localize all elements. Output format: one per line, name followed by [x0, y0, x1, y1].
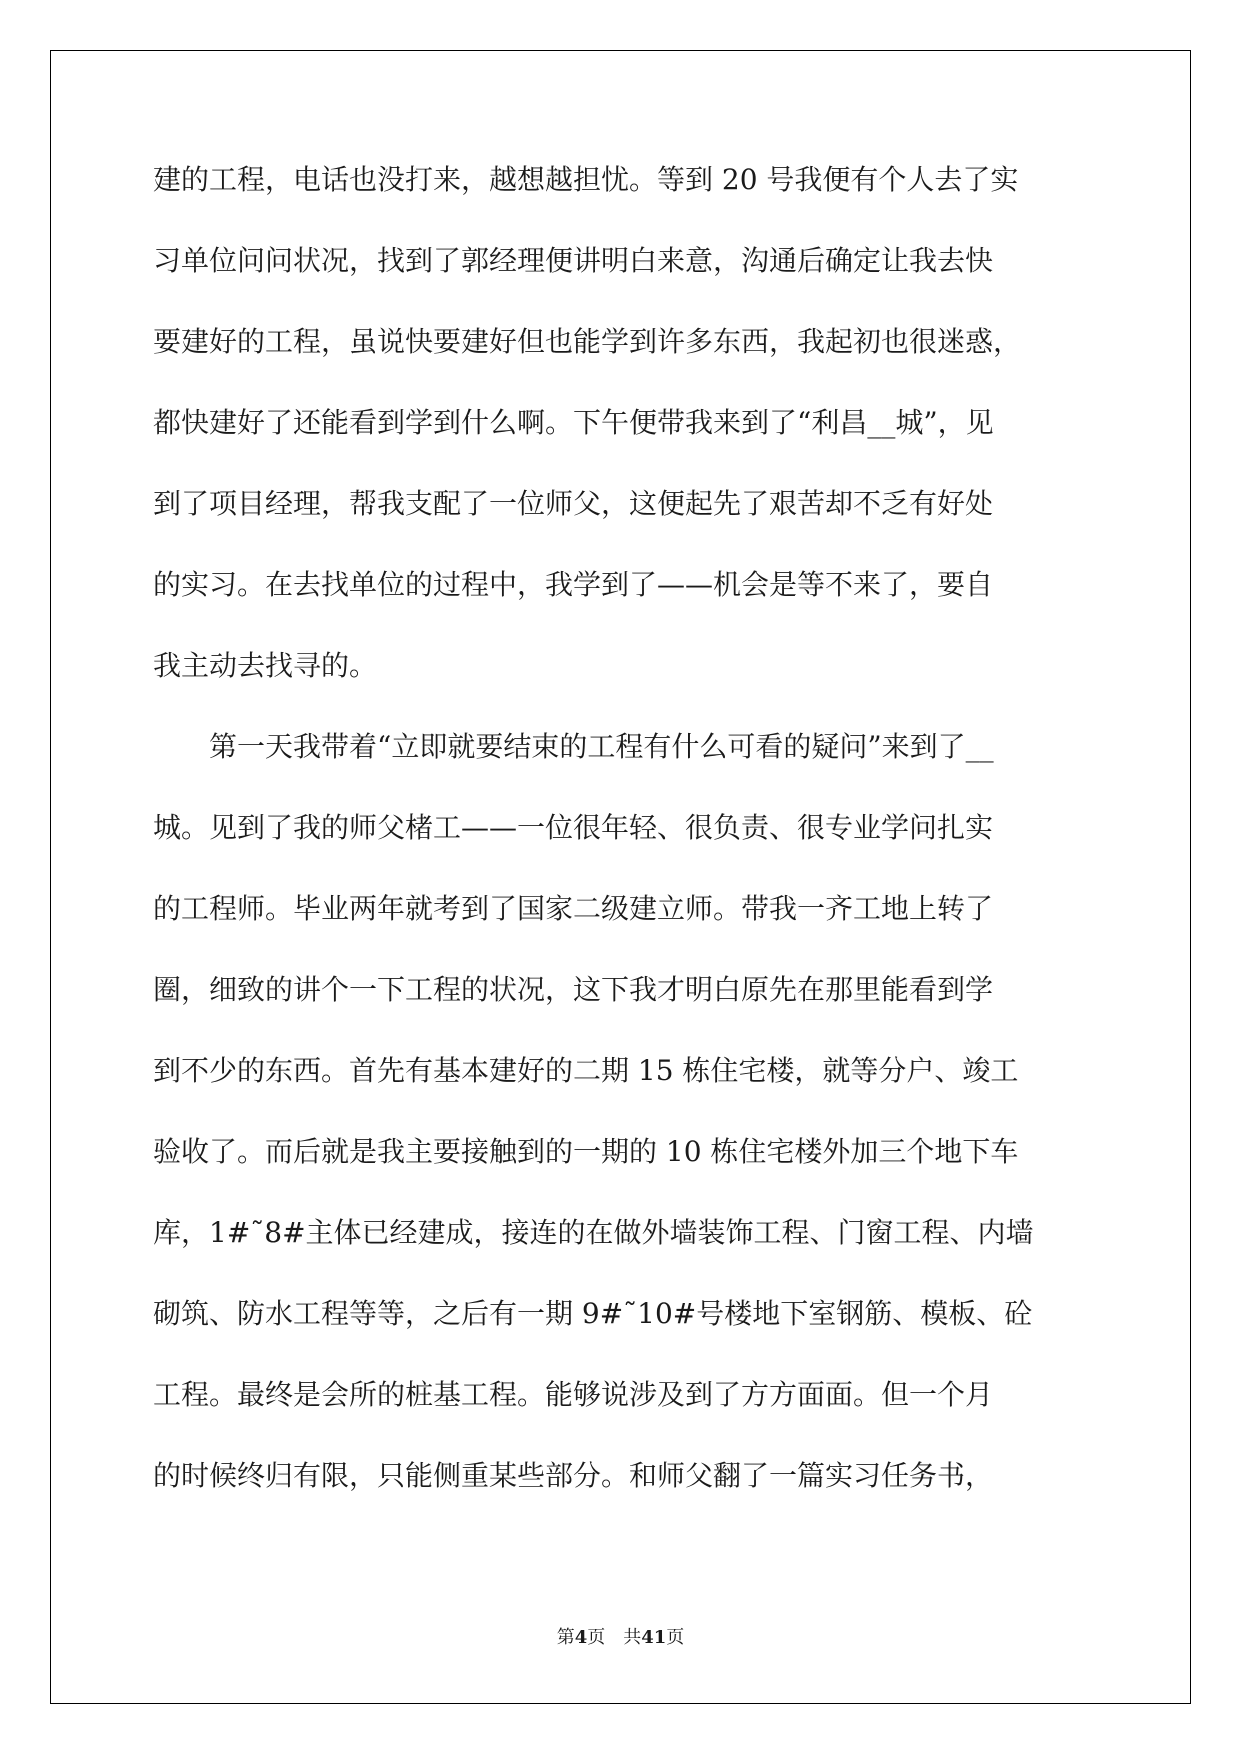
- text-line: 到不少的东西。首先有基本建好的二期 15 栋住宅楼，就等分户、竣工: [153, 1054, 1019, 1087]
- text-line: 城。见到了我的师父楮工——一位很年轻、很负责、很专业学问扎实: [153, 811, 994, 844]
- page-total: 41: [641, 1627, 667, 1648]
- text-line: 工程。最终是会所的桩基工程。能够说涉及到了方方面面。但一个月: [153, 1378, 994, 1411]
- text-line: 第一天我带着“立即就要结束的工程有什么可看的疑问”来到了__: [153, 730, 994, 763]
- text-line: 的工程师。毕业两年就考到了国家二级建立师。带我一齐工地上转了: [153, 892, 994, 925]
- text-line: 的时候终归有限，只能侧重某些部分。和师父翻了一篇实习任务书，: [153, 1459, 994, 1492]
- text-line: 习单位问问状况，找到了郭经理便讲明白来意，沟通后确定让我去快: [153, 244, 994, 277]
- text-line: 都快建好了还能看到学到什么啊。下午便带我来到了“利昌__城”，见: [153, 406, 994, 439]
- text-line: 要建好的工程，虽说快要建好但也能学到许多东西，我起初也很迷惑，: [153, 325, 1022, 358]
- text-line: 砌筑、防水工程等等，之后有一期 9#˜10#号楼地下室钢筋、模板、砼: [153, 1297, 1033, 1330]
- document-body: [153, 163, 1105, 1543]
- page-number: 4: [574, 1627, 588, 1648]
- page-prefix: 第: [556, 1627, 575, 1648]
- text-line: 验收了。而后就是我主要接触到的一期的 10 栋住宅楼外加三个地下车: [153, 1135, 1019, 1168]
- text-line: 到了项目经理，帮我支配了一位师父，这便起先了艰苦却不乏有好处: [153, 487, 994, 520]
- text-line: 库，1#˜8#主体已经建成，接连的在做外墙装饰工程、门窗工程、内墙: [153, 1216, 1034, 1249]
- text-line: 我主动去找寻的。: [153, 649, 378, 682]
- page-mid: 页 共: [587, 1627, 642, 1648]
- page-footer: [0, 1623, 1241, 1649]
- text-line: 圈，细致的讲个一下工程的状况，这下我才明白原先在那里能看到学: [153, 973, 994, 1006]
- text-line: 的实习。在去找单位的过程中，我学到了——机会是等不来了，要自: [153, 568, 994, 601]
- text-line: 建的工程，电话也没打来，越想越担忧。等到 20 号我便有个人去了实: [153, 163, 1019, 196]
- page-suffix: 页: [666, 1627, 685, 1648]
